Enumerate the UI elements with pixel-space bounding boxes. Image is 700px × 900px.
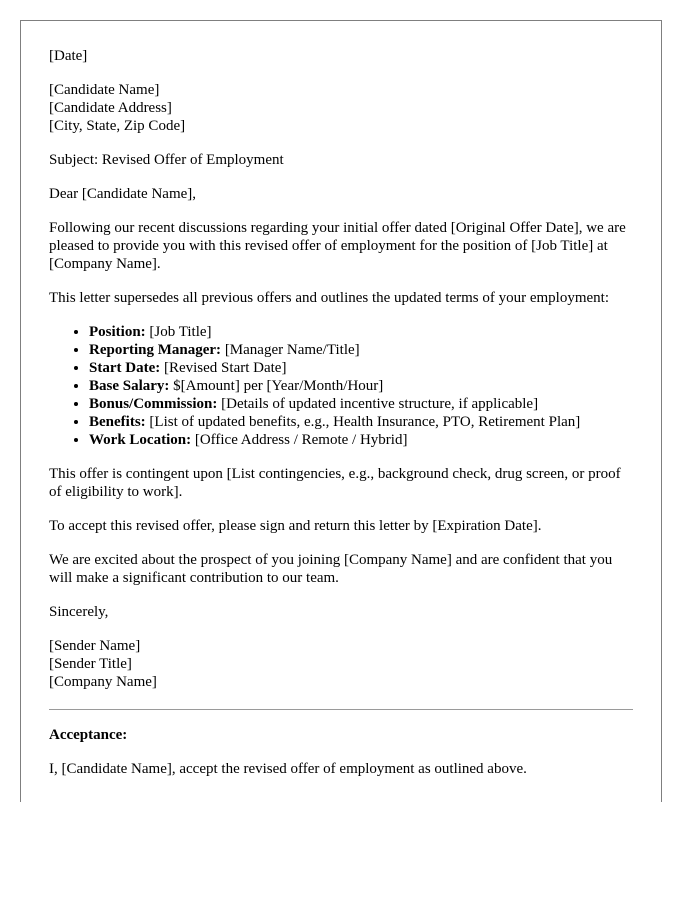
term-value: [Job Title] [145,324,212,340]
section-divider [49,709,633,710]
term-value: [Office Address / Remote / Hybrid] [191,432,408,448]
paragraph-text: Following our recent discussions regarding your initial offer dated [Original Offer Date], we are pleased to provide you with this revised offer of employment for the position of [Job Title] at [Company Name]. [49,220,626,272]
term-item-start-date [89,359,633,377]
recipient-address [49,81,633,135]
letter-subject: Subject: Revised Offer of Employment [49,152,284,168]
acceptance-text: I, [Candidate Name], accept the revised offer of employment as outlined above. [49,761,527,777]
salutation-block [49,185,633,203]
paragraph-text: To accept this revised offer, please sign and return this letter by [Expiration Date]. [49,518,542,534]
letter-closing: Sincerely, [49,604,109,620]
acceptance-heading: Acceptance: [49,727,128,743]
recipient-street: [Candidate Address] [49,100,172,116]
terms-intro-paragraph [49,289,633,307]
paragraph-text: This offer is contingent upon [List contingencies, e.g., background check, drug screen, or proof of eligibility to work]. [49,466,621,500]
term-label: Base Salary: [89,378,170,394]
term-value: [List of updated benefits, e.g., Health Insurance, PTO, Retirement Plan] [145,414,581,430]
date-block [49,47,633,65]
sender-signature [49,637,633,691]
acceptance-heading-block [49,726,633,744]
term-item-location [89,431,633,449]
letter-date: [Date] [49,48,88,64]
terms-list [49,323,633,449]
closing-paragraph [49,551,633,587]
recipient-city: [City, State, Zip Code] [49,118,186,134]
term-value: [Manager Name/Title] [221,342,360,358]
letter-salutation: Dear [Candidate Name], [49,186,197,202]
offer-letter [20,20,662,802]
term-label: Reporting Manager: [89,342,222,358]
acceptance-statement [49,760,633,778]
term-item-benefits [89,413,633,431]
term-label: Start Date: [89,360,161,376]
recipient-name: [Candidate Name] [49,82,160,98]
term-value: $[Amount] per [Year/Month/Hour] [169,378,384,394]
term-label: Work Location: [89,432,192,448]
contingency-paragraph [49,465,633,501]
term-label: Bonus/Commission: [89,396,218,412]
sender-name: [Sender Name] [49,638,141,654]
term-item-manager [89,341,633,359]
term-value: [Details of updated incentive structure, if applicable] [217,396,539,412]
term-label: Position: [89,324,146,340]
term-item-bonus [89,395,633,413]
closing-block [49,603,633,621]
term-item-salary [89,377,633,395]
paragraph-text: This letter supersedes all previous offers and outlines the updated terms of your employment: [49,290,610,306]
intro-paragraph [49,219,633,273]
subject-block [49,151,633,169]
term-value: [Revised Start Date] [160,360,287,376]
paragraph-text: We are excited about the prospect of you joining [Company Name] and are confident that you will make a significant contribution to our team. [49,552,613,586]
sender-title: [Sender Title] [49,656,132,672]
term-item-position [89,323,633,341]
term-label: Benefits: [89,414,146,430]
sender-company: [Company Name] [49,674,157,690]
acceptance-instructions-paragraph [49,517,633,535]
